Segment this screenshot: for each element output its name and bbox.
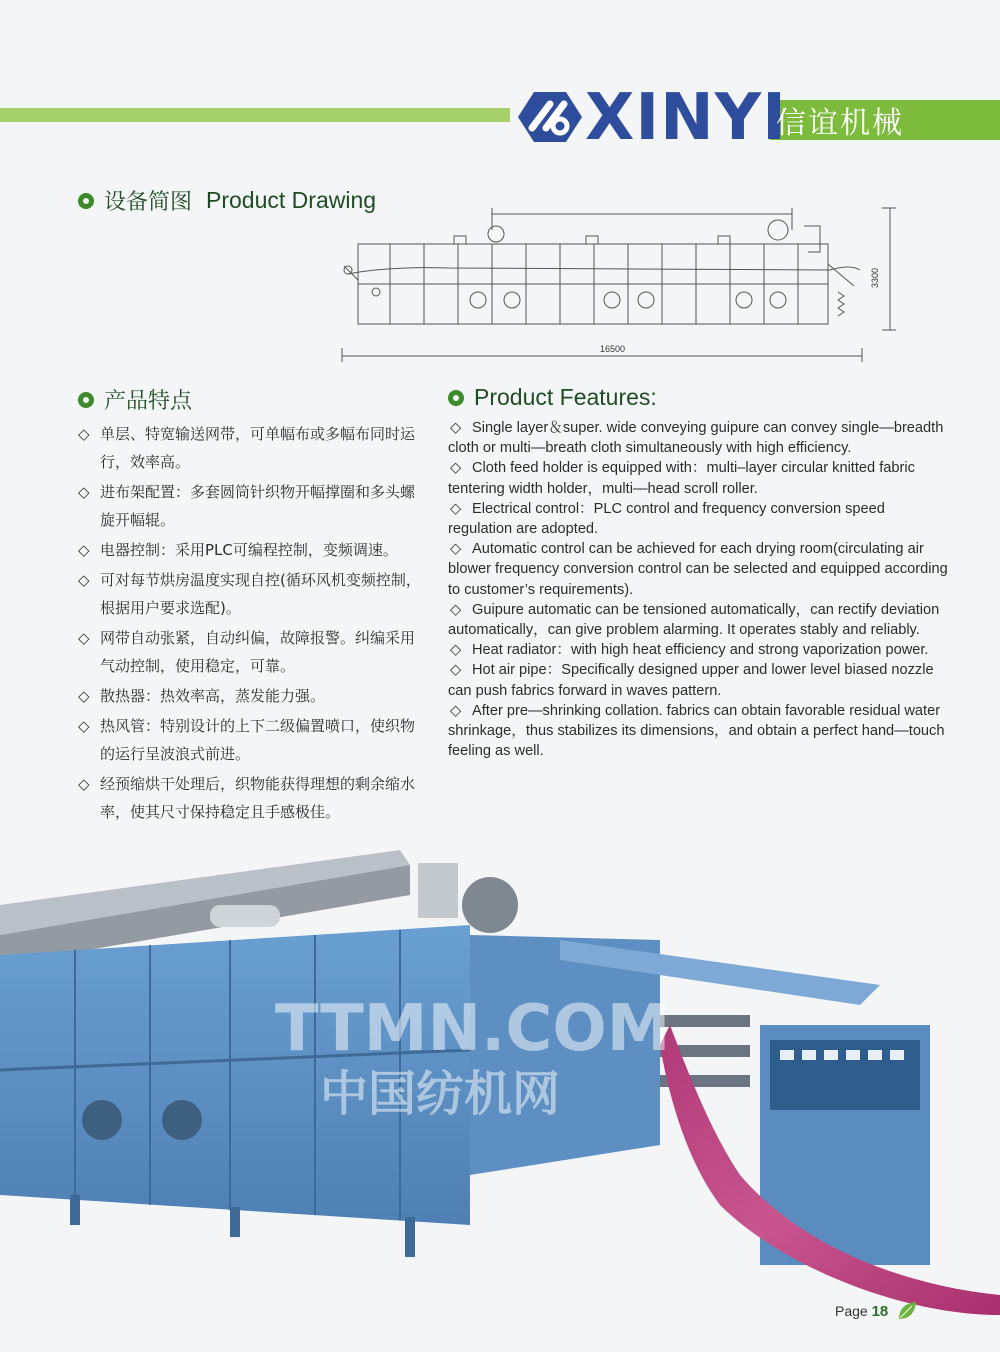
list-item: ◇ Cloth feed holder is equipped with：multi–layer circular knitted fabric tentering width holder，multi—head scroll roller. [448, 460, 915, 497]
diamond-bullet-icon: ◇ [450, 642, 462, 659]
brand-chinese-name: 信谊机械 [776, 106, 904, 141]
features-cn-title: 产品特点 [104, 389, 193, 414]
diamond-bullet-icon: ◇ [450, 420, 462, 436]
features-cn-heading [78, 384, 192, 415]
drawing-heading-cn: 设备简图 [104, 190, 193, 215]
diamond-bullet-icon: ◇ [78, 571, 90, 589]
brand-wordmark: XINYI [585, 81, 787, 155]
diamond-bullet-icon: ◇ [78, 629, 90, 647]
section-bullet-icon [448, 390, 464, 406]
list-item: ◇ 网带自动张紧，自动纠偏，故障报警。纠编采用气动控制，使用稳定，可靠。 [78, 624, 428, 680]
dimension-height: 3300 [870, 267, 880, 288]
header-band-left [0, 108, 510, 122]
list-item: ◇ 热风管：特别设计的上下二级偏置喷口，使织物的运行呈波浪式前进。 [78, 712, 428, 768]
diamond-bullet-icon: ◇ [78, 541, 90, 559]
dimension-length: 16500 [600, 344, 626, 354]
list-item: ◇ Single layer＆super. wide conveying guipure can convey single—breadth cloth or multi—breath cloth simultaneously with high efficiency. [448, 420, 944, 457]
watermark-line2: 中国纺机网 [320, 1066, 561, 1122]
features-en-title: Product Features: [474, 384, 657, 410]
list-item: ◇ 可对每节烘房温度实现自控(循环风机变频控制，根据用户要求选配)。 [78, 566, 428, 622]
list-item: ◇ Hot air pipe：Specifically designed upper and lower level biased nozzle can push fabrics forward in waves pattern. [448, 662, 934, 699]
features-en-heading [448, 384, 657, 411]
diamond-bullet-icon: ◇ [78, 775, 90, 793]
list-item: ◇ 进布架配置：多套圆筒针织物开幅撑圈和多头螺旋开幅辊。 [78, 478, 428, 534]
xinyi-logo-icon [516, 86, 584, 148]
list-item: ◇ After pre—shrinking collation. fabrics can obtain favorable residual water shrinkage，thus stabilizes its dimensions，and obtain a perfect hand—touch feeling as well. [448, 702, 945, 760]
watermark-line1: TTMN.COM [275, 992, 671, 1066]
list-item: ◇ 散热器：热效率高，蒸发能力强。 [78, 682, 428, 710]
diamond-bullet-icon: ◇ [450, 460, 462, 477]
list-item: ◇ 单层、特宽输送网带，可单幅布或多幅布同时运行，效率高。 [78, 420, 428, 476]
list-item: ◇ 经预缩烘干处理后，织物能获得理想的剩余缩水率，使其尺寸保持稳定且手感极佳。 [78, 770, 428, 826]
leaf-icon [896, 1300, 918, 1322]
features-cn-list [78, 420, 428, 828]
drawing-heading-en: Product Drawing [206, 187, 377, 213]
diamond-bullet-icon: ◇ [78, 425, 90, 443]
diamond-bullet-icon: ◇ [450, 601, 462, 618]
machine-photo [0, 845, 1000, 1315]
section-bullet-icon [78, 392, 94, 408]
list-item: ◇ Heat radiator：with high heat efficiency and strong vaporization power. [448, 640, 950, 660]
product-technical-drawing [330, 200, 900, 370]
list-item: ◇ 电器控制：采用PLC可编程控制，变频调速。 [78, 536, 428, 564]
diamond-bullet-icon: ◇ [450, 702, 462, 719]
diamond-bullet-icon: ◇ [78, 483, 90, 501]
diamond-bullet-icon: ◇ [78, 717, 90, 735]
section-bullet-icon [78, 193, 94, 209]
page-number: Page 18 [835, 1303, 889, 1320]
features-en-list [448, 418, 950, 761]
list-item: ◇ Guipure automatic can be tensioned automatically，can rectify deviation automatically，can give problem alarming. It operates stably and reliably. [448, 601, 940, 639]
list-item: ◇ Electrical control：PLC control and frequency conversion speed regulation are adopted. [448, 500, 885, 538]
diamond-bullet-icon: ◇ [450, 541, 462, 558]
diamond-bullet-icon: ◇ [450, 500, 462, 517]
diamond-bullet-icon: ◇ [78, 687, 90, 705]
diamond-bullet-icon: ◇ [450, 662, 462, 679]
list-item: ◇ Automatic control can be achieved for each drying room(circulating air blower frequency conversion control can be selected and equipped according to customer’s requirements). [448, 541, 948, 598]
